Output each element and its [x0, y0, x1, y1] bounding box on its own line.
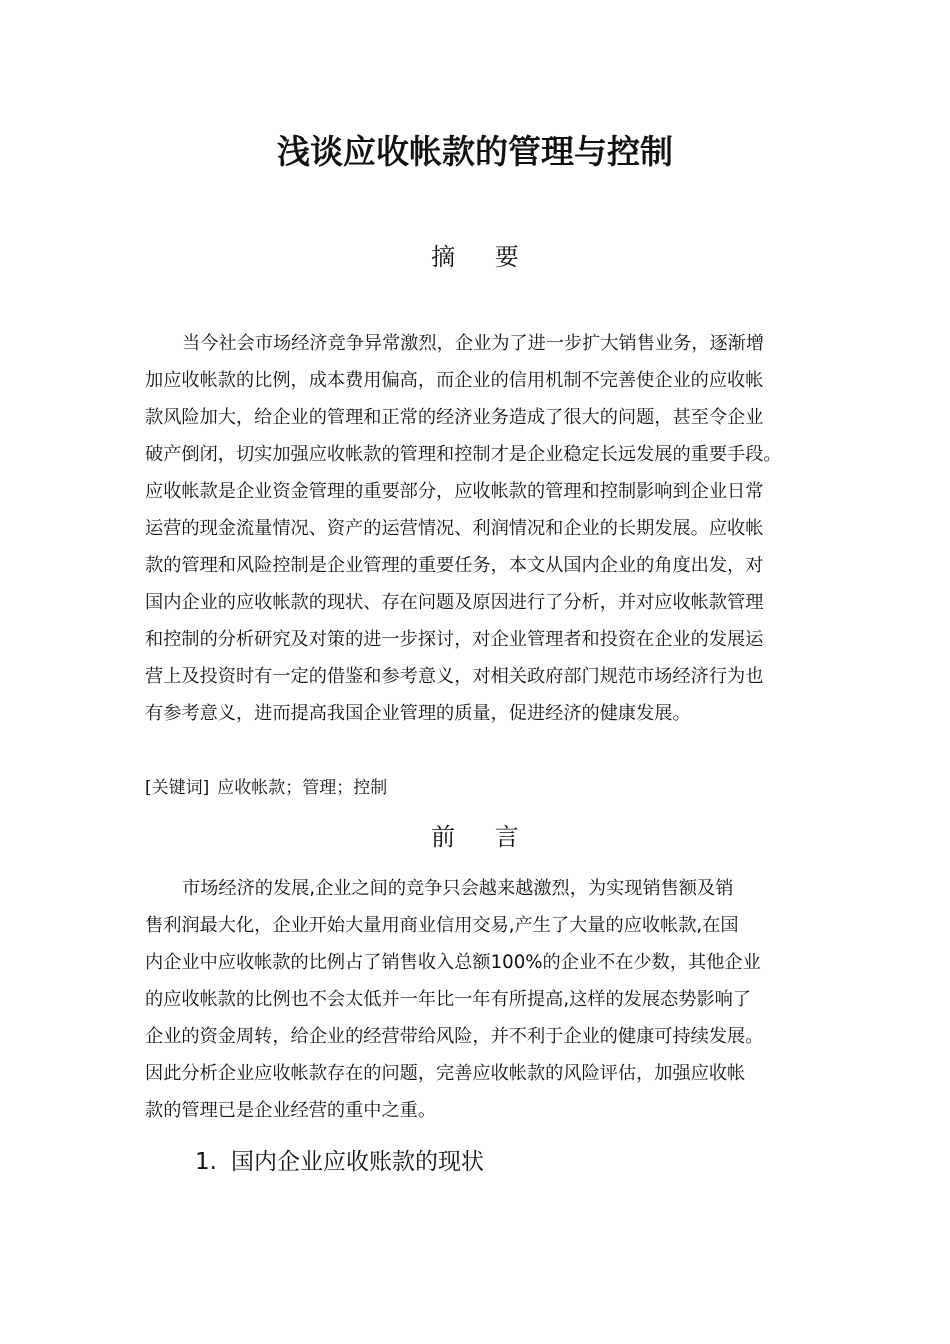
abstract-line: 和控制的分析研究及对策的进一步探讨，对企业管理者和投资在企业的发展运 — [145, 629, 764, 650]
document-title: 浅谈应收帐款的管理与控制 — [277, 132, 673, 171]
preface-body — [145, 870, 835, 1129]
preface-line: 款的管理已是企业经营的重中之重。 — [145, 1100, 437, 1121]
abstract-line: 款风险加大，给企业的管理和正常的经济业务造成了很大的问题，甚至令企业 — [145, 407, 764, 428]
preface-line: 售利润最大化，企业开始大量用商业信用交易,产生了大量的应收帐款,在国 — [145, 915, 739, 936]
abstract-heading: 摘 要 — [431, 243, 535, 271]
abstract-line: 当今社会市场经济竞争异常激烈，企业为了进一步扩大销售业务，逐渐增 — [182, 333, 765, 354]
preface-line: 因此分析企业应收帐款存在的问题，完善应收帐款的风险评估，加强应收帐 — [145, 1063, 746, 1084]
keywords-text: 应收帐款；管理；控制 — [217, 778, 388, 798]
section-title: 国内企业应收账款的现状 — [230, 1149, 484, 1175]
abstract-line: 运营的现金流量情况、资产的运营情况、利润情况和企业的长期发展。应收帐 — [145, 518, 764, 539]
preface-line: 的应收帐款的比例也不会太低并一年比一年有所提高,这样的发展态势影响了 — [145, 989, 751, 1010]
preface-line: 内企业中应收帐款的比例占了销售收入总额100%的企业不在少数，其他企业 — [145, 952, 761, 973]
section-1-heading — [195, 1142, 484, 1182]
keywords-label: [关键词] — [145, 778, 210, 798]
abstract-line: 营上及投资时有一定的借鉴和参考意义，对相关政府部门规范市场经济行为也 — [145, 666, 764, 687]
abstract-line: 国内企业的应收帐款的现状、存在问题及原因进行了分析，并对应收帐款管理 — [145, 592, 764, 613]
abstract-line: 有参考意义，进而提高我国企业管理的质量，促进经济的健康发展。 — [145, 703, 691, 724]
abstract-line: 破产倒闭，切实加强应收帐款的管理和控制才是企业稳定长远发展的重要手段。 — [145, 444, 782, 465]
section-number: 1. — [195, 1149, 217, 1175]
preface-line: 企业的资金周转，给企业的经营带给风险，并不利于企业的健康可持续发展。 — [145, 1026, 764, 1047]
abstract-body — [145, 325, 835, 732]
abstract-line: 加应收帐款的比例，成本费用偏高，而企业的信用机制不完善使企业的应收帐 — [145, 370, 764, 391]
keywords-line — [145, 773, 387, 803]
preface-line: 市场经济的发展,企业之间的竞争只会越来越激烈，为实现销售额及销 — [182, 878, 734, 899]
abstract-line: 款的管理和风险控制是企业管理的重要任务，本文从国内企业的角度出发，对 — [145, 555, 764, 576]
preface-heading: 前 言 — [431, 823, 535, 851]
abstract-line: 应收帐款是企业资金管理的重要部分，应收帐款的管理和控制影响到企业日常 — [145, 481, 764, 502]
